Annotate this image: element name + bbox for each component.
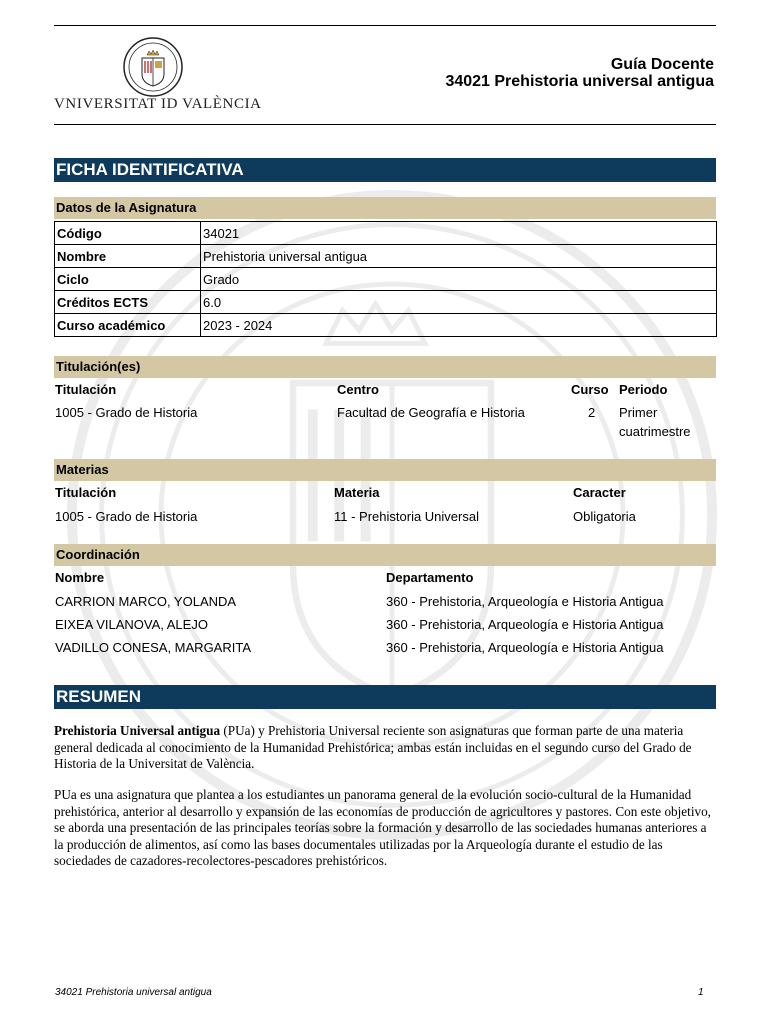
- university-logo: [54, 36, 262, 118]
- coordinador-departamento: 360 - Prehistoria, Arqueología e Historia Antigua: [386, 617, 664, 632]
- col-header-titulacion: Titulación: [55, 485, 117, 500]
- header-bottom-rule: [54, 124, 716, 125]
- logo-wordmark: VNIVERSITAT ID VALÈNCIA: [54, 96, 262, 112]
- materias-heading: Materias: [54, 459, 716, 481]
- resumen-paragraph-2: PUa es una asignatura que plantea a los estudiantes un panorama general de la evolución socio-cultural de la Humanidad prehistórica, anterior al desarrollo y expansión de las economías de producción de agricultores y pastores. Con este objetivo, se aborda una presentación de las principales teorías sobre la formación y desarrollo de las sociedades humanas anteriores a la producción de alimentos, así como las bases documentales utilizadas por la Arqueología durante el estudio de las sociedades de cazadores-recolectores-pescadores prehistóricos.: [54, 787, 711, 868]
- resumen-paragraph-1: [54, 723, 718, 773]
- table-row: [55, 291, 717, 314]
- datos-key: Código: [55, 222, 201, 245]
- col-header-titulacion: Titulación: [55, 382, 117, 397]
- resumen-paragraph-1-text: (PUa) y Prehistoria Universal reciente son asignaturas que forman parte de una materia general dedicada al conocimiento de la Humanidad Prehistórica; ambas están incluidas en el segundo curso del Grado de Historia de la Universitat de València.: [54, 723, 692, 771]
- col-header-materia: Materia: [334, 485, 380, 500]
- centro-value: Facultad de Geografía e Historia: [337, 405, 525, 420]
- footer-course-name: 34021 Prehistoria universal antigua: [55, 987, 212, 998]
- datos-key: Créditos ECTS: [55, 291, 201, 314]
- materias-titulacion-value: 1005 - Grado de Historia: [55, 509, 198, 524]
- datos-value: 6.0: [201, 291, 717, 314]
- col-header-departamento: Departamento: [386, 570, 474, 585]
- col-header-caracter: Caracter: [573, 485, 626, 500]
- document-subtitle: 34021 Prehistoria universal antigua: [445, 73, 714, 90]
- datos-value: Prehistoria universal antigua: [201, 245, 717, 268]
- datos-value: 34021: [201, 222, 717, 245]
- section-ficha-identificativa: FICHA IDENTIFICATIVA: [54, 158, 716, 182]
- periodo-value-line2: cuatrimestre: [619, 424, 691, 439]
- coordinador-departamento: 360 - Prehistoria, Arqueología e Historia Antigua: [386, 594, 664, 609]
- table-row: [55, 222, 717, 245]
- section-resumen: RESUMEN: [54, 685, 716, 709]
- curso-value: 2: [588, 405, 596, 420]
- caracter-value: Obligatoria: [573, 509, 636, 524]
- table-row: [55, 245, 717, 268]
- datos-asignatura-table: [54, 221, 717, 337]
- col-header-nombre: Nombre: [55, 570, 105, 585]
- coordinador-nombre: VADILLO CONESA, MARGARITA: [55, 640, 252, 655]
- datos-asignatura-heading: Datos de la Asignatura: [54, 197, 716, 219]
- titulacion-value: 1005 - Grado de Historia: [55, 405, 198, 420]
- periodo-value-line1: Primer: [619, 405, 658, 420]
- datos-value: 2023 - 2024: [201, 314, 717, 337]
- resumen-subject-name: Prehistoria Universal antigua: [54, 723, 221, 738]
- titulaciones-heading: Titulación(es): [54, 356, 716, 378]
- col-header-centro: Centro: [337, 382, 379, 397]
- footer-page-number: 1: [698, 987, 704, 998]
- document-title: Guía Docente: [610, 56, 714, 73]
- coordinacion-heading: Coordinación: [54, 544, 716, 566]
- datos-key: Ciclo: [55, 268, 201, 291]
- datos-key: Curso académico: [55, 314, 201, 337]
- table-row: [55, 268, 717, 291]
- coordinador-nombre: CARRION MARCO, YOLANDA: [55, 594, 237, 609]
- document-heading: [445, 56, 714, 90]
- col-header-periodo: Periodo: [619, 382, 668, 397]
- coordinador-departamento: 360 - Prehistoria, Arqueología e Historia Antigua: [386, 640, 664, 655]
- datos-key: Nombre: [55, 245, 201, 268]
- table-row: [55, 314, 717, 337]
- top-rule: [54, 25, 716, 26]
- datos-value: Grado: [201, 268, 717, 291]
- materia-value: 11 - Prehistoria Universal: [334, 509, 479, 524]
- col-header-curso: Curso: [571, 382, 609, 397]
- coordinador-nombre: EIXEA VILANOVA, ALEJO: [55, 617, 208, 632]
- logo-seal-icon: [122, 36, 184, 98]
